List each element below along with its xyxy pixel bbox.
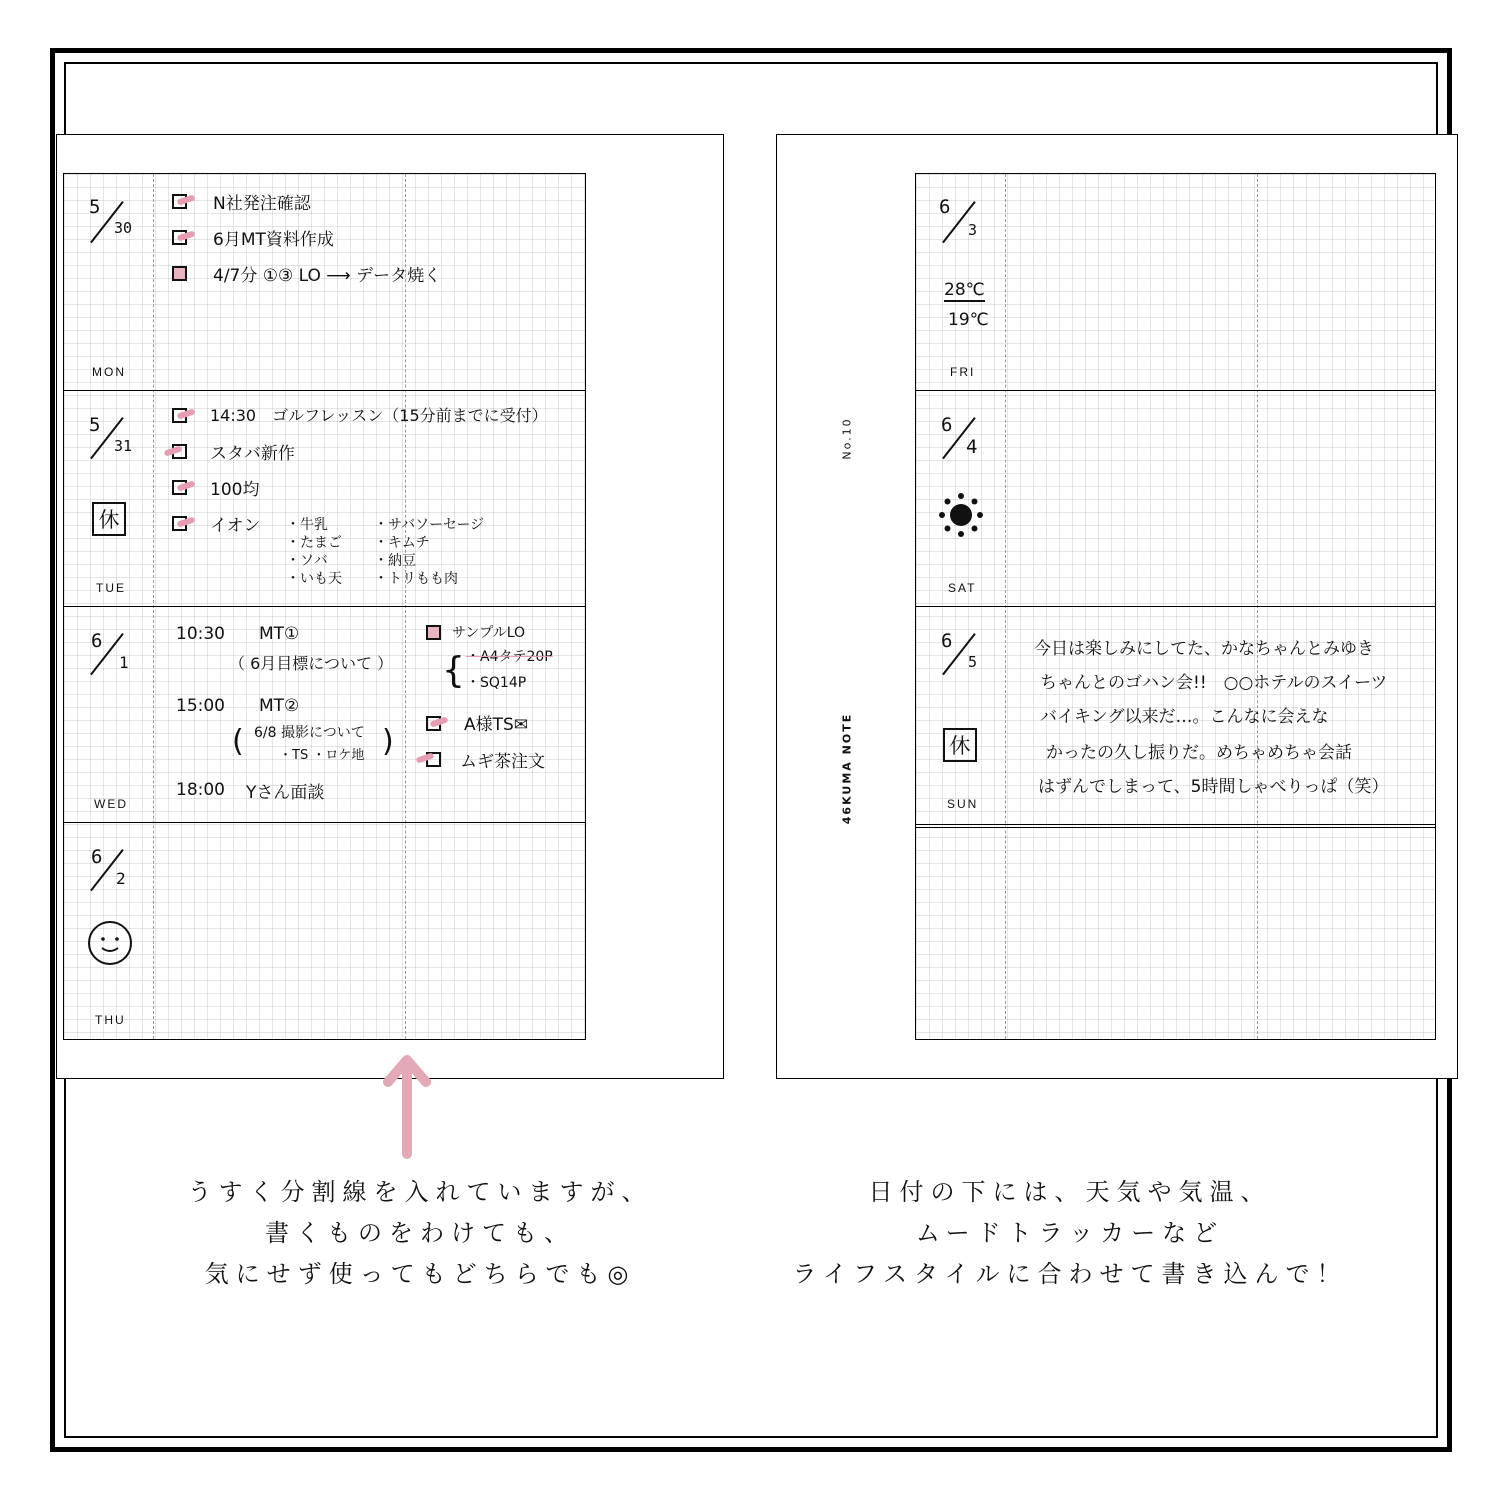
diary-line: 今日は楽しみにしてた、かなちゃんとみゆき [1034, 639, 1374, 659]
paren-close: ) [382, 724, 394, 759]
day-row-wed [64, 606, 585, 823]
date-month: 6 [941, 630, 953, 652]
schedule-note: （ 6月目標について ） [229, 654, 394, 673]
shopping-item: ・牛乳 [286, 517, 328, 533]
shopping-item: ・トリもも肉 [374, 571, 458, 587]
shopping-item: ・サバソーセージ [374, 517, 485, 533]
task-item: ・SQ14P [466, 675, 527, 691]
shopping-item: ・キムチ [374, 535, 430, 551]
task-item: ・A4タテ20P [466, 649, 553, 665]
diary-line: バイキング以来だ…。こんなに会えな [1040, 707, 1329, 727]
schedule-time: 15:00 [176, 696, 225, 716]
caption-left [150, 1172, 690, 1295]
holiday-mark: 休 [92, 502, 126, 536]
todo-item: 4/7分 ①③ LO ⟶ データ焼く [213, 266, 442, 286]
weekday-label: TUE [96, 581, 126, 595]
date-month: 5 [89, 196, 101, 218]
task-item: サンプルLO [452, 625, 526, 641]
day-row-mon [64, 174, 585, 391]
caption-line: ムードトラッカーなど [915, 1219, 1225, 1247]
diary-line: ちゃんとのゴハン会!! ○○ホテルのスイーツ [1040, 673, 1388, 693]
date-month: 6 [941, 414, 953, 436]
arrow-up-icon [380, 1050, 434, 1160]
sun-icon [938, 492, 984, 538]
temp-low: 19℃ [948, 310, 989, 330]
date-month: 5 [89, 414, 101, 436]
right-weekly-grid [915, 173, 1436, 1040]
schedule-time: 18:00 [176, 780, 225, 800]
schedule-note: ・TS ・ロケ地 [279, 748, 365, 763]
shopping-item: ・納豆 [374, 553, 416, 569]
todo-item: スタバ新作 [210, 444, 295, 464]
date-month: 6 [91, 846, 103, 868]
date-month: 6 [939, 196, 951, 218]
weekday-label: MON [92, 365, 126, 379]
smiley-icon [86, 919, 134, 967]
date-day: 1 [119, 653, 129, 672]
diary-line: はずんでしまって、5時間しゃべりっぱ（笑） [1038, 777, 1389, 797]
schedule-title: Yさん面談 [246, 783, 325, 803]
shopping-item: ・いも天 [286, 571, 342, 587]
left-weekly-grid [63, 173, 586, 1040]
schedule-note: 6/8 撮影について [254, 725, 365, 741]
todo-item: N社発注確認 [213, 194, 311, 214]
paren-open: ( [232, 724, 244, 759]
date-day: 4 [966, 436, 978, 458]
date-day: 30 [114, 219, 133, 237]
date-day: 3 [968, 221, 978, 239]
caption-line: ライフスタイルに合わせて書き込んで！ [792, 1260, 1348, 1288]
task-item: ムギ茶注文 [460, 752, 545, 772]
date-day: 31 [114, 437, 133, 455]
date-day: 5 [968, 653, 978, 671]
weekday-label: FRI [950, 365, 976, 379]
shopping-item: ・たまご [286, 535, 342, 551]
todo-item: 14:30 ゴルフレッスン（15分前までに受付） [210, 406, 548, 425]
day-row-fri [916, 174, 1435, 391]
weekday-label: WED [94, 797, 128, 811]
spine-brand: 46KUMA NOTE [840, 712, 854, 825]
task-item: A様TS✉ [464, 715, 529, 735]
spine-number: No.10 [840, 417, 854, 460]
weekday-label: SAT [948, 581, 977, 595]
schedule-title: MT② [259, 696, 300, 716]
checkbox[interactable] [172, 266, 187, 281]
caption-line: 日付の下には、天気や気温、 [868, 1178, 1272, 1206]
checkbox[interactable] [426, 625, 441, 640]
todo-item: イオン [210, 516, 261, 536]
day-row-tue [64, 390, 585, 607]
caption-line: 気にせず使ってもどちらでも◎ [204, 1260, 636, 1288]
holiday-mark: 休 [943, 728, 977, 762]
date-month: 6 [91, 630, 103, 652]
caption-line: うすく分割線を入れていますが、 [187, 1178, 653, 1206]
date-day: 2 [116, 869, 126, 888]
todo-item: 100均 [210, 480, 260, 500]
schedule-time: 10:30 [176, 624, 225, 644]
day-row-sat [916, 390, 1435, 607]
diary-line: かったの久し振りだ。めちゃめちゃ会話 [1046, 743, 1352, 763]
caption-line: 書くものをわけても、 [265, 1219, 575, 1247]
brace: { [442, 650, 465, 691]
temp-high: 28℃ [944, 280, 985, 300]
day-row-sun [916, 606, 1435, 828]
todo-item: 6月MT資料作成 [213, 230, 334, 250]
shopping-item: ・ソバ [286, 553, 328, 569]
schedule-title: MT① [259, 624, 300, 644]
weekday-label: THU [95, 1013, 126, 1027]
caption-right [780, 1172, 1360, 1295]
day-row-thu [64, 822, 585, 1038]
weekday-label: SUN [947, 797, 979, 811]
